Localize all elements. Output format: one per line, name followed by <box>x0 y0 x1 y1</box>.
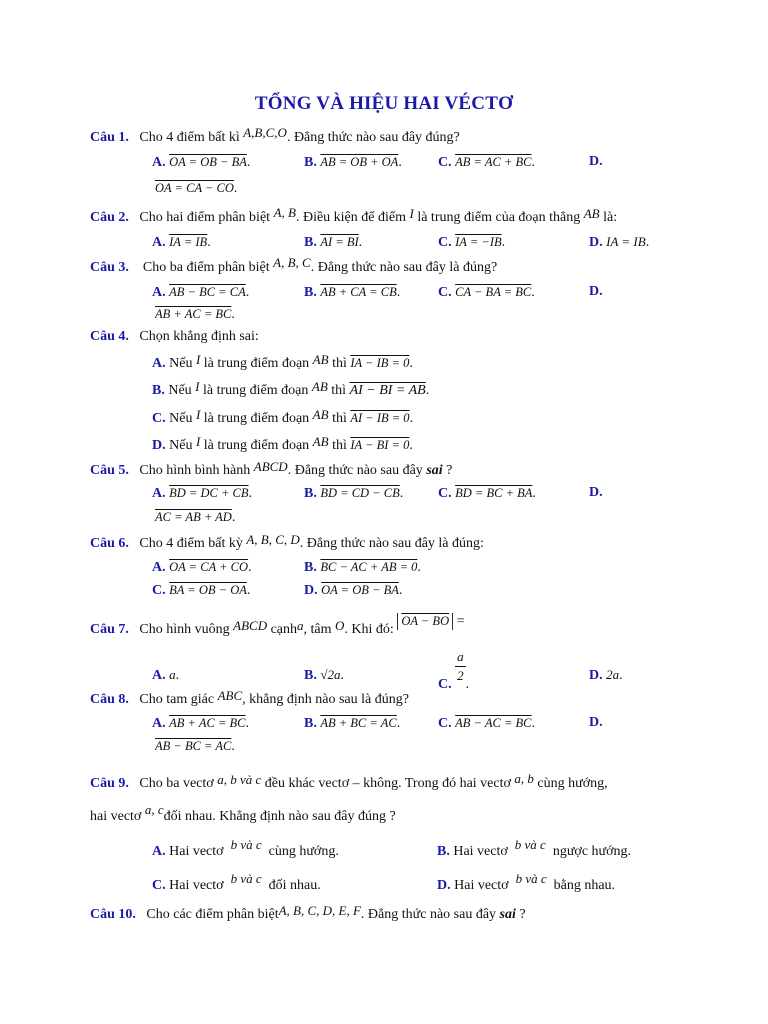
question-text: cạnh <box>270 622 298 637</box>
option-label: A. <box>152 844 166 859</box>
option-label: C. <box>438 155 452 170</box>
vector-equation: OA = CA − CO <box>155 181 234 195</box>
question-text: . Đẳng thức nào sau đây là đúng: <box>299 536 484 551</box>
math-segment: AB <box>312 434 329 449</box>
option-text: bằng nhau. <box>553 878 616 893</box>
math-point: I <box>195 379 200 394</box>
option-text: Nếu <box>168 383 192 398</box>
fraction-denominator: 2 <box>457 668 464 683</box>
question-text: hai vectơ <box>90 809 142 824</box>
option-text: thì <box>332 438 347 453</box>
question-9-continued <box>90 802 396 826</box>
question-number: Câu 5. <box>90 463 129 478</box>
question-text: Cho các điểm phân biệt <box>146 907 279 922</box>
option-text: Hai vectơ <box>454 878 509 893</box>
option-label: C. <box>438 285 452 300</box>
option-b[interactable]: B. AB = OB + OA. <box>304 155 402 170</box>
math-vectors: b và c <box>514 837 546 852</box>
question-text: . Khi đó: <box>344 622 394 637</box>
question-text: Cho hình bình hành <box>139 463 251 478</box>
math-vectors: a, b <box>514 771 534 786</box>
math-vectors: b và c <box>515 871 547 886</box>
option-label: B. <box>304 235 317 250</box>
option-c[interactable]: C. $\frac{a}{2}$ . <box>438 649 470 692</box>
option-a[interactable] <box>152 837 339 861</box>
option-c[interactable] <box>152 871 321 895</box>
fraction <box>455 648 466 685</box>
math-segment: AB <box>583 206 600 221</box>
option-label: B. <box>304 716 317 731</box>
option-d[interactable] <box>589 714 603 732</box>
option-d-content: AB − BC = AC. <box>155 739 235 754</box>
option-label: A. <box>152 155 166 170</box>
vector-equation: IA − IB = 0 <box>350 356 410 370</box>
math-quadrilateral: ABCD <box>253 459 288 474</box>
question-text: cùng hướng, <box>537 776 608 791</box>
absolute-value <box>397 613 453 630</box>
vector-equation: AB = OB + OA <box>320 155 399 169</box>
fraction-numerator: a <box>455 648 466 667</box>
option-text: là trung điểm đoạn <box>203 411 310 426</box>
option-text: Nếu <box>169 356 193 371</box>
question-text: Cho ba vectơ <box>139 776 214 791</box>
option-value: 2a <box>606 667 620 682</box>
option-label: C. <box>152 411 166 426</box>
question-7 <box>90 614 465 639</box>
option-d[interactable]: D. IA = IB. <box>589 234 650 250</box>
question-5 <box>90 461 452 480</box>
question-number: Câu 4. <box>90 329 129 344</box>
question-text: . Đẳng thức nào sau đây <box>287 463 423 478</box>
question-text: đều khác vectơ – không. Trong đó hai vectơ <box>264 776 511 791</box>
option-a[interactable]: A. AB − BC = CA. <box>152 285 250 300</box>
option-text: là trung điểm đoạn <box>203 383 309 398</box>
math-triangle: ABC <box>217 688 243 703</box>
question-9 <box>90 771 608 793</box>
option-value: a <box>169 667 176 682</box>
option-text: Nếu <box>169 438 193 453</box>
option-label: D. <box>589 284 603 299</box>
question-text: Cho tam giác <box>139 692 215 707</box>
option-label: D. <box>589 715 603 730</box>
math-square: ABCD <box>233 618 268 633</box>
option-text: thì <box>332 356 347 371</box>
math-points: A, B, C, D, E, F <box>278 903 361 918</box>
vector-equation: OA = OB − BA <box>321 583 399 597</box>
question-text: , khẳng định nào sau là đúng? <box>242 692 409 707</box>
vector-equation: CA − BA = BC <box>455 285 532 299</box>
option-d-content: AB + AC = BC. <box>155 307 235 322</box>
emphasis-sai: sai <box>499 907 516 922</box>
question-text: Cho ba điểm phân biệt <box>142 260 270 275</box>
option-text: Hai vectơ <box>169 878 224 893</box>
option-a[interactable]: A. Nếu I là trung điểm đoạn AB thì IA − IB = 0. <box>152 352 413 371</box>
question-text: đối nhau. Khẳng định nào sau đây đúng ? <box>163 809 396 824</box>
vector-equation: AB − AC = BC <box>455 716 532 730</box>
option-label: D. <box>589 485 603 500</box>
vector-equation: BC − AC + AB = 0 <box>320 560 418 574</box>
question-text: Cho hai điểm phân biệt <box>139 210 271 225</box>
option-d-content: OA = CA − CO. <box>155 181 238 196</box>
math-points: A,B,C,O <box>243 125 287 140</box>
math-segment: AB <box>312 352 329 367</box>
option-c[interactable]: C. AB − AC = BC. <box>438 716 535 731</box>
vector-equation: AB + AC = BC <box>155 307 232 321</box>
option-value: √2a <box>320 667 341 682</box>
option-text: ngược hướng. <box>552 844 632 859</box>
option-label: A. <box>152 356 166 371</box>
vector-expression: OA − BO <box>401 614 450 628</box>
math-vectors: b và c <box>230 837 262 852</box>
vector-equation: AB + CA = CB <box>320 285 397 299</box>
math-segment: AB <box>311 379 328 394</box>
option-label: D. <box>589 668 603 683</box>
option-b[interactable]: B. AI = BI. <box>304 235 363 250</box>
vector-equation: AB − BC = AC <box>155 739 232 753</box>
question-10 <box>90 905 526 924</box>
option-d[interactable] <box>437 871 616 895</box>
option-d[interactable] <box>589 484 603 502</box>
question-3 <box>90 255 498 277</box>
option-b[interactable]: B. AB + BC = AC. <box>304 716 401 731</box>
question-number: Câu 6. <box>90 536 129 551</box>
question-number: Câu 8. <box>90 692 129 707</box>
question-text: là: <box>603 210 618 225</box>
equation: IA = IB <box>606 234 646 249</box>
vector-equation: OA = CA + CO <box>169 560 249 574</box>
vector-equation: AB + AC = BC <box>169 716 246 730</box>
option-label: B. <box>304 668 317 683</box>
option-c[interactable]: C. IA = −IB. <box>438 235 506 250</box>
question-text: . Đẳng thức nào sau đây <box>360 907 497 922</box>
option-label: D. <box>589 235 603 250</box>
option-label: C. <box>152 583 166 598</box>
option-label: C. <box>152 878 166 893</box>
option-b[interactable] <box>437 837 632 861</box>
math-center: O <box>335 618 345 633</box>
vector-equation: AI = BI <box>320 235 359 249</box>
question-number: Câu 9. <box>90 776 129 791</box>
option-label: A. <box>152 486 166 501</box>
math-segment: AB <box>312 407 329 422</box>
option-text: đối nhau. <box>268 878 321 893</box>
option-label: B. <box>304 285 317 300</box>
option-text: thì <box>332 411 347 426</box>
vector-equation: BD = DC + CB <box>169 486 249 500</box>
option-a[interactable]: A. IA = IB. <box>152 235 211 250</box>
option-label: B. <box>304 155 317 170</box>
question-text: . Điều kiện để điểm <box>295 210 406 225</box>
question-2 <box>90 205 618 227</box>
question-text: Cho 4 điểm bất kì <box>139 130 240 145</box>
option-d[interactable]: D. 2a. <box>589 667 623 683</box>
vector-equation: IA = IB <box>169 235 208 249</box>
option-label: A. <box>152 668 166 683</box>
vector-equation: AI − BI = AB <box>349 383 426 398</box>
option-label: A. <box>152 560 166 575</box>
option-b[interactable]: B. BC − AC + AB = 0. <box>304 560 421 575</box>
option-c[interactable]: C. AB = AC + BC. <box>438 155 535 170</box>
math-points: A, B, C <box>273 255 311 270</box>
question-4 <box>90 328 259 346</box>
option-label: B. <box>304 486 317 501</box>
option-a[interactable]: A. a. <box>152 667 180 683</box>
question-text: Cho hình vuông <box>139 622 230 637</box>
option-label: C. <box>438 235 452 250</box>
math-point: I <box>195 352 201 367</box>
option-label: C. <box>438 716 452 731</box>
math-vectors: a, b và c <box>217 772 262 787</box>
option-label: B. <box>152 383 165 398</box>
question-text: Chọn khẳng định sai: <box>139 329 259 344</box>
math-point: I <box>195 434 201 449</box>
option-d[interactable]: D. OA = OB − BA. <box>304 583 403 598</box>
vector-equation: IA − BI = 0 <box>350 438 410 452</box>
option-label: A. <box>152 285 166 300</box>
math-vectors: b và c <box>230 871 262 886</box>
option-label: C. <box>438 486 452 501</box>
option-b[interactable]: B. √2a. <box>304 667 344 683</box>
math-vectors: a, c <box>144 802 164 817</box>
question-1 <box>90 125 460 147</box>
vector-equation: AB − BC = CA <box>169 285 246 299</box>
question-text: . Đẳng thức nào sau đây đúng? <box>286 130 460 145</box>
option-text: Hai vectơ <box>169 844 224 859</box>
option-label: D. <box>152 438 166 453</box>
vector-equation: AB = AC + BC <box>455 155 532 169</box>
option-c[interactable]: C. BD = BC + BA. <box>438 486 536 501</box>
option-label: B. <box>304 560 317 575</box>
option-label: C. <box>438 676 452 692</box>
math-points: A, B <box>273 205 296 220</box>
vector-equation: OA = OB − BA <box>169 155 247 169</box>
vector-equation: BD = BC + BA <box>455 486 533 500</box>
vector-equation: AB + BC = AC <box>320 716 397 730</box>
math-point: I <box>195 407 201 422</box>
question-text: là trung điểm của đoạn thẳng <box>417 210 581 225</box>
math-point: I <box>409 206 414 221</box>
option-label: A. <box>152 716 166 731</box>
question-text: Cho 4 điểm bất kỳ <box>139 536 243 551</box>
option-a[interactable]: A. BD = DC + CB. <box>152 486 252 501</box>
option-text: Nếu <box>169 411 193 426</box>
option-label: D. <box>437 878 451 893</box>
option-c[interactable]: C. CA − BA = BC. <box>438 285 535 300</box>
question-text: ? <box>519 907 526 922</box>
vector-equation: BD = CD − CB <box>320 486 400 500</box>
question-text: ? <box>446 463 453 478</box>
option-label: D. <box>304 583 318 598</box>
vector-equation: AC = AB + AD <box>155 510 232 524</box>
emphasis-sai: sai <box>426 463 443 478</box>
option-label: B. <box>437 844 450 859</box>
option-d[interactable] <box>589 153 603 171</box>
vector-equation: BA = OB − OA <box>169 583 247 597</box>
vector-equation: IA = −IB <box>455 235 502 249</box>
question-number: Câu 10. <box>90 907 136 922</box>
question-number: Câu 7. <box>90 622 129 637</box>
option-a[interactable]: A. OA = OB − BA. <box>152 155 251 170</box>
math-points: A, B, C, D <box>246 532 300 547</box>
math-side: a <box>297 618 304 633</box>
question-6 <box>90 534 484 553</box>
option-a[interactable]: A. AB + AC = BC. <box>152 716 249 731</box>
question-number: Câu 2. <box>90 210 129 225</box>
option-d[interactable] <box>589 283 603 301</box>
option-d-content: AC = AB + AD. <box>155 510 236 525</box>
option-text: là trung điểm đoạn <box>203 438 310 453</box>
option-c[interactable]: C. Nếu I là trung điểm đoạn AB thì AI − IB = 0. <box>152 407 414 426</box>
option-b[interactable]: B. AB + CA = CB. <box>304 285 401 300</box>
option-text: là trung điểm đoạn <box>203 356 310 371</box>
option-label: A. <box>152 235 166 250</box>
question-number: Câu 1. <box>90 130 129 145</box>
option-b[interactable]: B. Nếu I là trung điểm đoạn AB thì AI − BI = AB. <box>152 379 430 398</box>
option-text: cùng hướng. <box>268 844 339 859</box>
option-text: thì <box>331 383 347 398</box>
vector-equation: AI − IB = 0 <box>350 411 410 425</box>
option-label: D. <box>589 154 603 169</box>
question-8 <box>90 690 409 709</box>
question-text: , tâm <box>303 622 332 637</box>
option-b[interactable]: B. BD = CD − CB. <box>304 486 404 501</box>
question-text: . Đẳng thức nào sau đây là đúng? <box>310 260 498 275</box>
equals-sign: = <box>456 614 465 629</box>
page-title: TỔNG VÀ HIỆU HAI VÉCTƠ <box>254 93 514 114</box>
option-a[interactable]: A. OA = CA + CO. <box>152 560 252 575</box>
option-d[interactable]: D. Nếu I là trung điểm đoạn AB thì IA − BI = 0. <box>152 434 413 453</box>
option-text: Hai vectơ <box>453 844 508 859</box>
question-number: Câu 3. <box>90 260 129 275</box>
option-c[interactable]: C. BA = OB − OA. <box>152 583 251 598</box>
